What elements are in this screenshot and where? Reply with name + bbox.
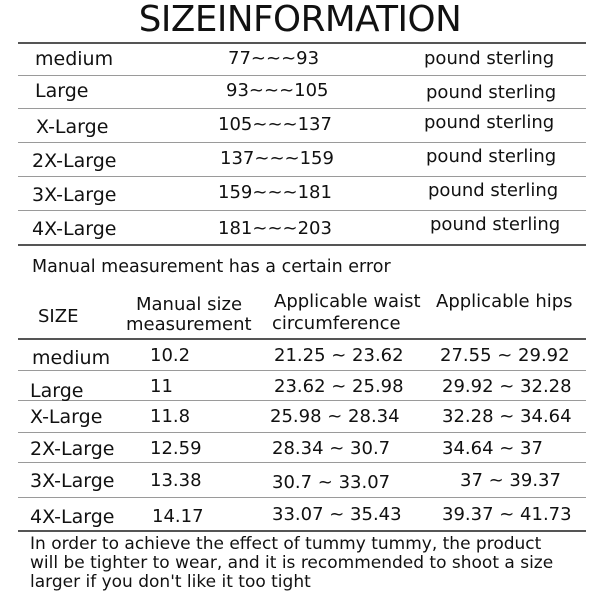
hips-cell: 27.55 ~ 29.92 bbox=[440, 345, 570, 366]
divider bbox=[18, 142, 586, 143]
divider bbox=[18, 210, 586, 211]
divider bbox=[18, 176, 586, 177]
unit-cell: pound sterling bbox=[426, 82, 557, 103]
divider bbox=[18, 497, 586, 498]
range-cell: 159~~~181 bbox=[218, 182, 332, 203]
footer-note bbox=[30, 535, 590, 592]
header-manual-line1: Manual size bbox=[136, 294, 243, 315]
divider bbox=[18, 462, 586, 463]
hips-cell: 39.37 ~ 41.73 bbox=[442, 504, 572, 525]
divider bbox=[18, 75, 586, 76]
unit-cell: pound sterling bbox=[428, 180, 559, 201]
size-cell: 4X-Large bbox=[32, 218, 117, 240]
hips-cell: 34.64 ~ 37 bbox=[442, 438, 543, 459]
unit-cell: pound sterling bbox=[430, 214, 561, 235]
footer-line: In order to achieve the effect of tummy tummy, the product bbox=[30, 534, 542, 554]
manual-cell: 11.8 bbox=[150, 406, 191, 427]
page-title: SIZEINFORMATION bbox=[138, 0, 462, 40]
footer-line: larger if you don't like it too tight bbox=[30, 572, 311, 592]
hips-cell: 32.28 ~ 34.64 bbox=[442, 406, 572, 427]
size-cell: 2X-Large bbox=[32, 150, 117, 172]
manual-cell: 13.38 bbox=[150, 470, 202, 491]
size-cell: 2X-Large bbox=[30, 438, 115, 460]
range-cell: 181~~~203 bbox=[218, 218, 332, 239]
divider bbox=[18, 244, 586, 246]
header-hips: Applicable hips bbox=[436, 291, 573, 312]
size-cell: X-Large bbox=[36, 116, 109, 138]
size-cell: 3X-Large bbox=[30, 470, 115, 492]
manual-cell: 14.17 bbox=[152, 506, 204, 527]
range-cell: 105~~~137 bbox=[218, 114, 332, 135]
divider bbox=[18, 42, 586, 44]
size-cell: medium bbox=[35, 48, 114, 70]
manual-cell: 12.59 bbox=[150, 438, 202, 459]
size-cell: Large bbox=[30, 380, 84, 402]
measurement-note: Manual measurement has a certain error bbox=[32, 257, 391, 277]
size-cell: 3X-Large bbox=[32, 184, 117, 206]
header-waist-line1: Applicable waist bbox=[274, 291, 421, 312]
size-cell: medium bbox=[32, 347, 111, 369]
header-manual-line2: measurement bbox=[126, 314, 252, 335]
unit-cell: pound sterling bbox=[426, 146, 557, 167]
hips-cell: 37 ~ 39.37 bbox=[460, 470, 561, 491]
size-cell: 4X-Large bbox=[30, 506, 115, 528]
size-cell: Large bbox=[35, 80, 89, 102]
waist-cell: 25.98 ~ 28.34 bbox=[270, 406, 400, 427]
unit-cell: pound sterling bbox=[424, 112, 555, 133]
waist-cell: 21.25 ~ 23.62 bbox=[274, 345, 404, 366]
hips-cell: 29.92 ~ 32.28 bbox=[442, 376, 572, 397]
header-size: SIZE bbox=[38, 306, 79, 327]
divider bbox=[18, 338, 586, 340]
waist-cell: 28.34 ~ 30.7 bbox=[272, 438, 391, 459]
divider bbox=[18, 530, 586, 532]
range-cell: 77~~~93 bbox=[228, 48, 320, 69]
manual-cell: 11 bbox=[150, 376, 173, 397]
range-cell: 93~~~105 bbox=[226, 80, 329, 101]
divider bbox=[18, 400, 586, 401]
unit-cell: pound sterling bbox=[424, 48, 555, 69]
manual-cell: 10.2 bbox=[150, 345, 191, 366]
divider bbox=[18, 432, 586, 433]
waist-cell: 23.62 ~ 25.98 bbox=[274, 376, 404, 397]
divider bbox=[18, 108, 586, 109]
waist-cell: 30.7 ~ 33.07 bbox=[272, 472, 391, 493]
waist-cell: 33.07 ~ 35.43 bbox=[272, 504, 402, 525]
range-cell: 137~~~159 bbox=[220, 148, 334, 169]
size-cell: X-Large bbox=[30, 406, 103, 428]
header-waist-line2: circumference bbox=[272, 313, 401, 334]
divider bbox=[18, 370, 586, 371]
footer-line: will be tighter to wear, and it is recommended to shoot a size bbox=[30, 553, 554, 573]
